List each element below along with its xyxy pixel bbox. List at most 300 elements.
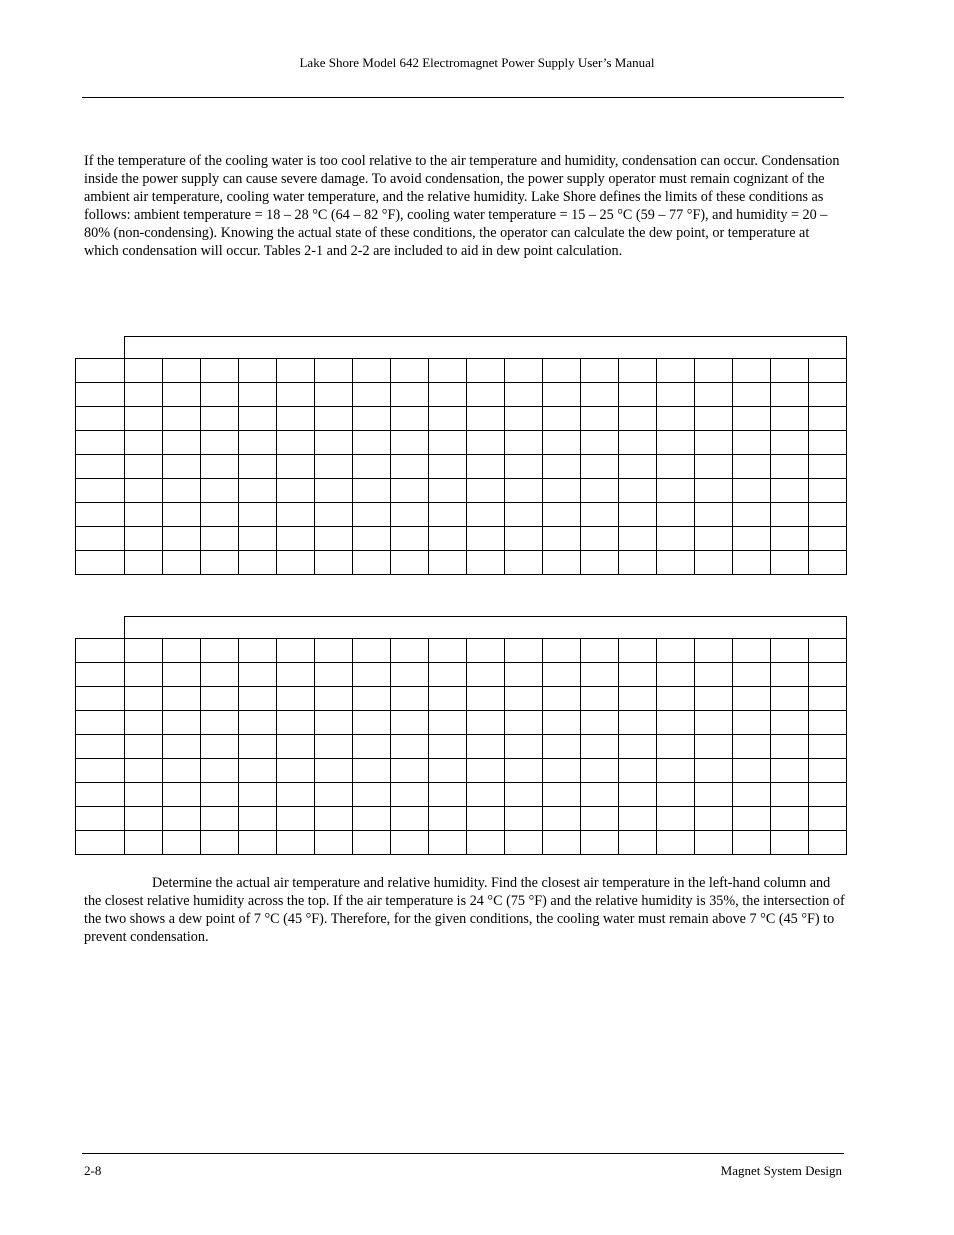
table-cell	[239, 639, 277, 663]
table-cell	[581, 359, 619, 383]
table-cell	[353, 359, 391, 383]
table-cell	[239, 735, 277, 759]
table-cell	[467, 831, 505, 855]
table-cell	[391, 807, 429, 831]
table-row	[76, 455, 847, 479]
row-label-cell	[76, 687, 125, 711]
table-cell	[771, 503, 809, 527]
row-label-cell	[76, 831, 125, 855]
table-cell	[771, 455, 809, 479]
table-cell	[353, 783, 391, 807]
table-cell	[353, 503, 391, 527]
table-cell	[619, 759, 657, 783]
table-cell	[239, 711, 277, 735]
table-cell	[391, 503, 429, 527]
table-cell	[353, 639, 391, 663]
table-cell	[467, 759, 505, 783]
table-cell	[239, 687, 277, 711]
table-cell	[467, 663, 505, 687]
table-row	[76, 407, 847, 431]
table-cell	[315, 759, 353, 783]
table-cell	[733, 687, 771, 711]
table-cell	[201, 551, 239, 575]
table-cell	[809, 783, 847, 807]
table-cell	[353, 407, 391, 431]
table-cell	[163, 639, 201, 663]
table-cell	[239, 551, 277, 575]
table-cell	[353, 527, 391, 551]
table-cell	[239, 759, 277, 783]
table-cell	[239, 503, 277, 527]
table-cell	[771, 807, 809, 831]
table-cell	[771, 431, 809, 455]
table-cell	[619, 663, 657, 687]
table-cell	[543, 479, 581, 503]
table-cell	[125, 687, 163, 711]
table-cell	[771, 551, 809, 575]
row-label-cell	[76, 663, 125, 687]
table-cell	[695, 527, 733, 551]
table-cell	[277, 735, 315, 759]
table-cell	[771, 663, 809, 687]
table-cell	[695, 663, 733, 687]
table-cell	[543, 639, 581, 663]
table-cell	[315, 359, 353, 383]
table-cell	[201, 735, 239, 759]
table-cell	[353, 711, 391, 735]
table-cell	[163, 407, 201, 431]
table-cell	[657, 807, 695, 831]
table-cell	[391, 359, 429, 383]
table-cell	[467, 711, 505, 735]
table-cell	[505, 383, 543, 407]
table-row	[76, 687, 847, 711]
row-label-cell	[76, 639, 125, 663]
table-cell	[733, 759, 771, 783]
table-cell	[771, 479, 809, 503]
table-cell	[467, 551, 505, 575]
table-cell	[619, 479, 657, 503]
table-cell	[201, 455, 239, 479]
table-cell	[353, 735, 391, 759]
table-cell	[619, 431, 657, 455]
table-cell	[125, 527, 163, 551]
table-cell	[201, 783, 239, 807]
table-cell	[353, 687, 391, 711]
table-cell	[429, 759, 467, 783]
table-cell	[315, 663, 353, 687]
table-cell	[277, 359, 315, 383]
row-label-cell	[76, 783, 125, 807]
table-cell	[657, 407, 695, 431]
table-cell	[657, 831, 695, 855]
table-cell	[353, 551, 391, 575]
table-cell	[581, 687, 619, 711]
table-cell	[543, 503, 581, 527]
footer-section-title: Magnet System Design	[720, 1163, 842, 1178]
table-cell	[163, 359, 201, 383]
table-cell	[695, 831, 733, 855]
table-cell	[619, 735, 657, 759]
table-corner-blank	[76, 337, 125, 359]
table-cell	[315, 455, 353, 479]
table-cell	[619, 711, 657, 735]
table-cell	[467, 807, 505, 831]
table-cell	[505, 527, 543, 551]
table-cell	[619, 783, 657, 807]
table-cell	[733, 831, 771, 855]
table-cell	[125, 359, 163, 383]
table-cell	[277, 687, 315, 711]
table-cell	[163, 735, 201, 759]
table-title-cell	[125, 617, 847, 639]
table-cell	[353, 831, 391, 855]
row-label-cell	[76, 431, 125, 455]
row-label-cell	[76, 383, 125, 407]
table-cell	[467, 503, 505, 527]
table-row	[76, 383, 847, 407]
table-cell	[505, 455, 543, 479]
table-cell	[695, 431, 733, 455]
table-cell	[315, 639, 353, 663]
table-cell	[505, 407, 543, 431]
table-cell	[315, 807, 353, 831]
table-cell	[695, 479, 733, 503]
table-cell	[581, 455, 619, 479]
table-cell	[543, 431, 581, 455]
table-cell	[277, 503, 315, 527]
table-row	[76, 759, 847, 783]
table-cell	[505, 503, 543, 527]
table-cell	[657, 663, 695, 687]
table-row	[76, 551, 847, 575]
table-cell	[125, 783, 163, 807]
table-cell	[391, 383, 429, 407]
table-cell	[125, 639, 163, 663]
table-cell	[201, 639, 239, 663]
table-cell	[277, 783, 315, 807]
table-cell	[657, 759, 695, 783]
table-cell	[239, 359, 277, 383]
table-cell	[619, 383, 657, 407]
table-cell	[543, 687, 581, 711]
table-row	[76, 783, 847, 807]
table-cell	[353, 479, 391, 503]
table-cell	[125, 663, 163, 687]
table-cell	[315, 503, 353, 527]
table-cell	[809, 455, 847, 479]
table-cell	[619, 407, 657, 431]
table-row	[76, 663, 847, 687]
table-cell	[543, 663, 581, 687]
row-label-cell	[76, 807, 125, 831]
table-cell	[429, 735, 467, 759]
table-cell	[163, 455, 201, 479]
table-cell	[543, 831, 581, 855]
table-cell	[543, 527, 581, 551]
table-cell	[467, 359, 505, 383]
table-cell	[277, 407, 315, 431]
table-cell	[277, 759, 315, 783]
row-label-cell	[76, 503, 125, 527]
table-cell	[695, 503, 733, 527]
table-cell	[163, 479, 201, 503]
table-cell	[163, 431, 201, 455]
table-cell	[733, 551, 771, 575]
table-cell	[239, 783, 277, 807]
table-cell	[809, 831, 847, 855]
table-cell	[201, 503, 239, 527]
table-header-row	[76, 359, 847, 383]
table-cell	[771, 527, 809, 551]
table-cell	[429, 455, 467, 479]
table-cell	[543, 807, 581, 831]
table-cell	[467, 783, 505, 807]
table-cell	[353, 383, 391, 407]
table-cell	[505, 359, 543, 383]
row-label-cell	[76, 359, 125, 383]
table-cell	[809, 711, 847, 735]
table-cell	[657, 527, 695, 551]
table-cell	[125, 383, 163, 407]
table-cell	[771, 759, 809, 783]
table-cell	[277, 807, 315, 831]
table-cell	[277, 383, 315, 407]
table-cell	[581, 783, 619, 807]
table-cell	[429, 479, 467, 503]
table-cell	[733, 479, 771, 503]
table-cell	[543, 735, 581, 759]
table-cell	[277, 663, 315, 687]
table-cell	[695, 687, 733, 711]
table-cell	[391, 639, 429, 663]
row-label-cell	[76, 759, 125, 783]
table-cell	[733, 783, 771, 807]
table-cell	[581, 759, 619, 783]
table-cell	[239, 663, 277, 687]
table-cell	[353, 431, 391, 455]
table-cell	[809, 807, 847, 831]
table-cell	[315, 479, 353, 503]
table-cell	[505, 783, 543, 807]
table-cell	[809, 407, 847, 431]
table-cell	[543, 455, 581, 479]
table-cell	[505, 807, 543, 831]
running-header: Lake Shore Model 642 Electromagnet Power Supply User’s Manual	[299, 55, 655, 70]
table-cell	[809, 527, 847, 551]
table-cell	[391, 735, 429, 759]
table-cell	[201, 831, 239, 855]
table-cell	[163, 831, 201, 855]
table-title-cell	[125, 337, 847, 359]
row-label-cell	[76, 551, 125, 575]
table-cell	[429, 663, 467, 687]
table-cell	[467, 455, 505, 479]
page-number: 2-8	[84, 1163, 102, 1178]
table-cell	[467, 735, 505, 759]
table-cell	[391, 663, 429, 687]
table-cell	[391, 431, 429, 455]
table-cell	[695, 383, 733, 407]
table-cell	[733, 807, 771, 831]
table-cell	[125, 479, 163, 503]
table-cell	[657, 503, 695, 527]
table-cell	[505, 735, 543, 759]
table-cell	[543, 359, 581, 383]
table-cell	[163, 759, 201, 783]
table-cell	[391, 831, 429, 855]
table-cell	[315, 407, 353, 431]
table-cell	[391, 551, 429, 575]
table-cell	[163, 711, 201, 735]
table-cell	[125, 455, 163, 479]
row-label-cell	[76, 711, 125, 735]
table-cell	[581, 711, 619, 735]
table-cell	[201, 383, 239, 407]
table-cell	[163, 551, 201, 575]
row-label-cell	[76, 479, 125, 503]
table-cell	[125, 407, 163, 431]
row-label-cell	[76, 527, 125, 551]
table-cell	[391, 783, 429, 807]
table-cell	[239, 807, 277, 831]
table-cell	[657, 455, 695, 479]
table-cell	[695, 359, 733, 383]
table-cell	[315, 383, 353, 407]
table-cell	[733, 359, 771, 383]
table-cell	[429, 407, 467, 431]
table-cell	[429, 383, 467, 407]
table-cell	[429, 783, 467, 807]
table-cell	[505, 431, 543, 455]
table-cell	[581, 503, 619, 527]
table-cell	[277, 455, 315, 479]
table-cell	[733, 383, 771, 407]
intro-paragraph: If the temperature of the cooling water is too cool relative to the air temperature and humidity, condensation can occur. Condensation inside the power supply can cause severe damage. To avoid condensation, the power supply operator must remain cognizant of the ambient air temperature, cooling water temperature, and the relative humidity. Lake Shore defines the limits of these conditions as follows: ambient temperature = 18 – 28 °C (64 – 82 °F), cooling water temperature = 15 – 25 °C (59 – 77 °F), and humidity = 20 – 80% (non-condensing). Knowing the actual state of these conditions, the operator can calculate the dew point, or temperature at which condensation will occur. Tables 2-1 and 2-2 are included to aid in dew point calculation.	[84, 153, 840, 259]
table-cell	[733, 639, 771, 663]
table-cell	[505, 639, 543, 663]
table-cell	[239, 831, 277, 855]
table-cell	[657, 639, 695, 663]
table-cell	[657, 783, 695, 807]
table-cell	[581, 479, 619, 503]
table-cell	[543, 551, 581, 575]
table-cell	[125, 431, 163, 455]
example-paragraph-text: Determine the actual air temperature and relative humidity. Find the closest air temperature in the left-hand column and the closest relative humidity across the top. If the air temperature is 24 °C (75 °F) and the relative humidity is 35%, the intersection of the two shows a dew point of 7 °C (45 °F). Therefore, for the given conditions, the cooling water must remain above 7 °C (45 °F) to prevent condensation.	[84, 875, 845, 945]
table-cell	[581, 663, 619, 687]
table-cell	[315, 831, 353, 855]
table-cell	[429, 551, 467, 575]
table-cell	[581, 831, 619, 855]
table-row	[76, 503, 847, 527]
table-cell	[657, 551, 695, 575]
table-cell	[201, 407, 239, 431]
table-cell	[315, 687, 353, 711]
table-cell	[277, 639, 315, 663]
table-cell	[771, 639, 809, 663]
table-cell	[429, 711, 467, 735]
table-cell	[391, 479, 429, 503]
table-cell	[809, 663, 847, 687]
table-cell	[163, 807, 201, 831]
table-cell	[809, 503, 847, 527]
table-cell	[201, 359, 239, 383]
table-cell	[239, 407, 277, 431]
table-cell	[429, 359, 467, 383]
table-cell	[771, 687, 809, 711]
table-cell	[733, 663, 771, 687]
table-corner-blank	[76, 617, 125, 639]
table-row	[76, 807, 847, 831]
table-cell	[505, 479, 543, 503]
table-cell	[733, 735, 771, 759]
table-cell	[239, 455, 277, 479]
table-cell	[429, 687, 467, 711]
row-label-cell	[76, 735, 125, 759]
table-cell	[163, 663, 201, 687]
table-cell	[809, 551, 847, 575]
table-cell	[201, 759, 239, 783]
table-cell	[163, 527, 201, 551]
table-cell	[125, 759, 163, 783]
table-cell	[353, 759, 391, 783]
table-cell	[391, 455, 429, 479]
table-cell	[733, 407, 771, 431]
table-cell	[391, 407, 429, 431]
table-cell	[125, 551, 163, 575]
table-cell	[619, 687, 657, 711]
table-cell	[125, 711, 163, 735]
table-cell	[315, 783, 353, 807]
table-cell	[543, 711, 581, 735]
table-cell	[543, 383, 581, 407]
table-cell	[619, 503, 657, 527]
table-row	[76, 735, 847, 759]
table-cell	[771, 383, 809, 407]
table-cell	[657, 431, 695, 455]
table-cell	[809, 431, 847, 455]
table-cell	[467, 431, 505, 455]
table-cell	[581, 639, 619, 663]
table-cell	[809, 639, 847, 663]
table-cell	[277, 711, 315, 735]
table-cell	[505, 551, 543, 575]
footer-rule	[82, 1153, 844, 1154]
table-cell	[619, 807, 657, 831]
table-cell	[733, 527, 771, 551]
table-cell	[505, 663, 543, 687]
table-cell	[125, 807, 163, 831]
table-cell	[163, 687, 201, 711]
table-cell	[429, 807, 467, 831]
table-cell	[239, 383, 277, 407]
row-label-cell	[76, 455, 125, 479]
table-cell	[733, 711, 771, 735]
table-cell	[543, 407, 581, 431]
table-cell	[619, 831, 657, 855]
table-cell	[391, 527, 429, 551]
table-cell	[505, 759, 543, 783]
table-cell	[581, 527, 619, 551]
table-cell	[733, 455, 771, 479]
table-cell	[581, 735, 619, 759]
table-row	[76, 527, 847, 551]
table-cell	[809, 359, 847, 383]
table-cell	[467, 383, 505, 407]
table-cell	[467, 639, 505, 663]
table-cell	[543, 759, 581, 783]
dew-point-table-celsius	[75, 336, 847, 575]
